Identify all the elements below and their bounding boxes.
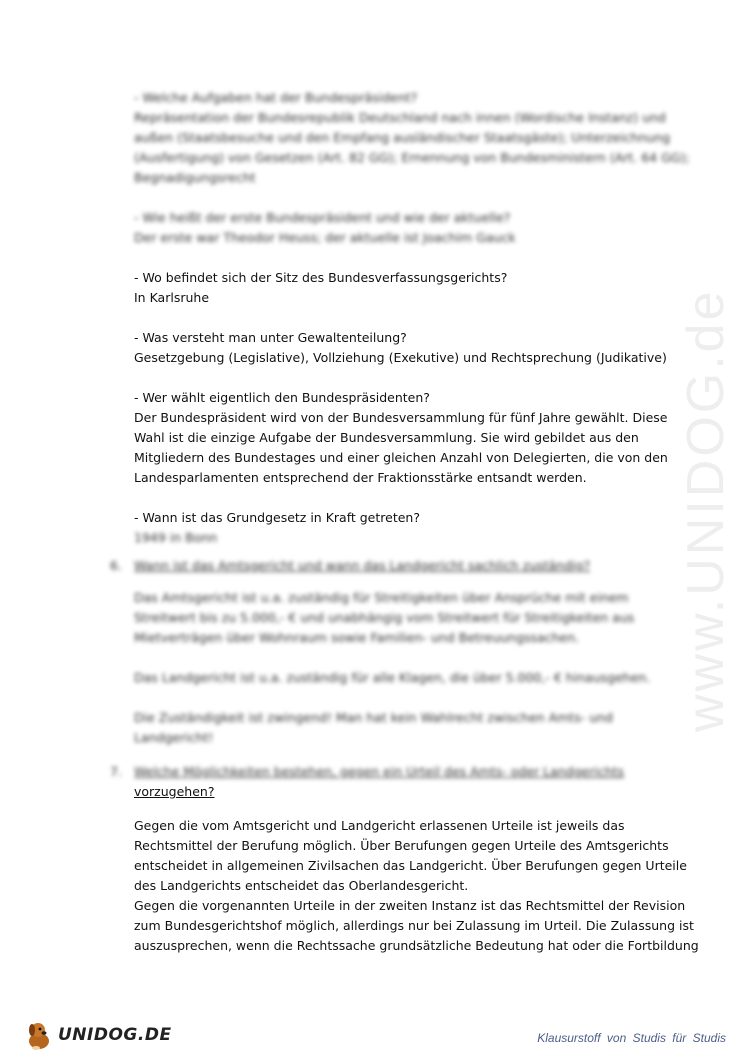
answer-line: Wahl ist die einzige Aufgabe der Bundesversammlung. Sie wird gebildet aus den — [134, 430, 639, 445]
answer-line: Mitgliedern des Bundestages und einer gleichen Anzahl von Delegierten, die von den — [134, 450, 668, 465]
question-number: 6. — [110, 558, 122, 573]
answer-line: Landesparlamenten entsprechend der Fraktionsstärke entsandt werden. — [134, 470, 587, 485]
logo-text: UNIDOG.DE — [58, 1025, 172, 1045]
qa-block-1 — [134, 88, 690, 188]
question-heading-line: vorzugehen? — [134, 784, 215, 799]
qa-block-2 — [134, 208, 669, 248]
watermark: www.UNIDOG.de — [677, 288, 735, 732]
numbered-question-7 — [110, 762, 669, 802]
answer-paragraph: Das Landgericht ist u.a. zuständig für alle Klagen, die über 5.000,- € hinausgehen. — [134, 670, 651, 685]
question: - Welche Aufgaben hat der Bundespräsident? — [134, 90, 418, 105]
document-body — [110, 88, 699, 956]
qa-block-4 — [134, 328, 669, 368]
answer-paragraph: Die Zuständigkeit ist zwingend! Man hat kein Wahlrecht zwischen Amts- und Landgericht! — [134, 710, 613, 745]
answer-line: Begnadigungsrecht — [134, 170, 256, 185]
question: - Was versteht man unter Gewaltenteilung? — [134, 330, 407, 345]
answer-line: außen (Staatsbesuche und den Empfang ausländischer Staatsgäste); Unterzeichnung — [134, 130, 671, 145]
answer-line: Gesetzgebung (Legislative), Vollziehung (Exekutive) und Rechtsprechung (Judikative) — [134, 350, 667, 365]
answer-line: Der Bundespräsident wird von der Bundesversammlung für fünf Jahre gewählt. Diese — [134, 410, 668, 425]
footer-tagline: Klausurstoff von Studis für Studis — [537, 1031, 726, 1045]
answer-paragraph: Das Amtsgericht ist u.a. zuständig für Streitigkeiten über Ansprüche mit einem Streitwert bis zu 5.000,- € und unabhängig vom Streitwert für Streitigkeiten aus Mietverträgen über Wohnraum sowie Familien- und Betreuungssachen. — [134, 590, 635, 645]
question-heading: Wann ist das Amtsgericht und wann das Landgericht sachlich zuständig? — [134, 558, 591, 573]
answer-line: In Karlsruhe — [134, 290, 210, 305]
section6-answer — [134, 588, 669, 748]
qa-block-6 — [134, 508, 669, 548]
question: - Wer wählt eigentlich den Bundespräsidenten? — [134, 390, 430, 405]
numbered-question-6 — [110, 556, 669, 576]
question-heading-line: Welche Möglichkeiten bestehen, gegen ein Urteil des Amts- oder Landgerichts — [134, 764, 625, 779]
answer-line: Der erste war Theodor Heuss; der aktuelle ist Joachim Gauck — [134, 230, 516, 245]
qa-block-3 — [134, 268, 669, 308]
question: - Wann ist das Grundgesetz in Kraft getreten? — [134, 510, 420, 525]
qa-block-5 — [134, 388, 669, 488]
question: - Wo befindet sich der Sitz des Bundesverfassungsgerichts? — [134, 270, 508, 285]
question-number: 7. — [110, 764, 122, 779]
question: - Wie heißt der erste Bundespräsident und wie der aktuelle? — [134, 210, 511, 225]
answer-line: Repräsentation der Bundesrepublik Deutschland nach innen (Wordische Instanz) und — [134, 110, 666, 125]
answer-line: 1949 in Bonn — [134, 530, 218, 545]
answer-line: (Ausfertigung) von Gesetzen (Art. 82 GG); Ernennung von Bundesministern (Art. 64 GG); — [134, 150, 690, 165]
unidog-logo — [24, 1018, 172, 1052]
dog-mascot-icon — [24, 1019, 54, 1051]
section7-answer: Gegen die vom Amtsgericht und Landgericht erlassenen Urteile ist jeweils das Rechtsmittel der Berufung möglich. Über Berufungen gegen Urteile des Amtsgerichts entscheidet in allgemeinen Zivilsachen das Landgericht. Über Berufungen gegen Urteile des Landgerichts entscheidet das Oberlandesgericht. Gegen die vorgenannten Urteile in der zweiten Instanz ist das Rechtsmittel der Revision zum Bundesgerichtshof möglich, allerdings nur bei Zulassung im Urteil. Die Zulassung ist auszusprechen, wenn die Rechtssache grundsätzliche Bedeutung hat oder die Fortbildung — [134, 818, 699, 953]
